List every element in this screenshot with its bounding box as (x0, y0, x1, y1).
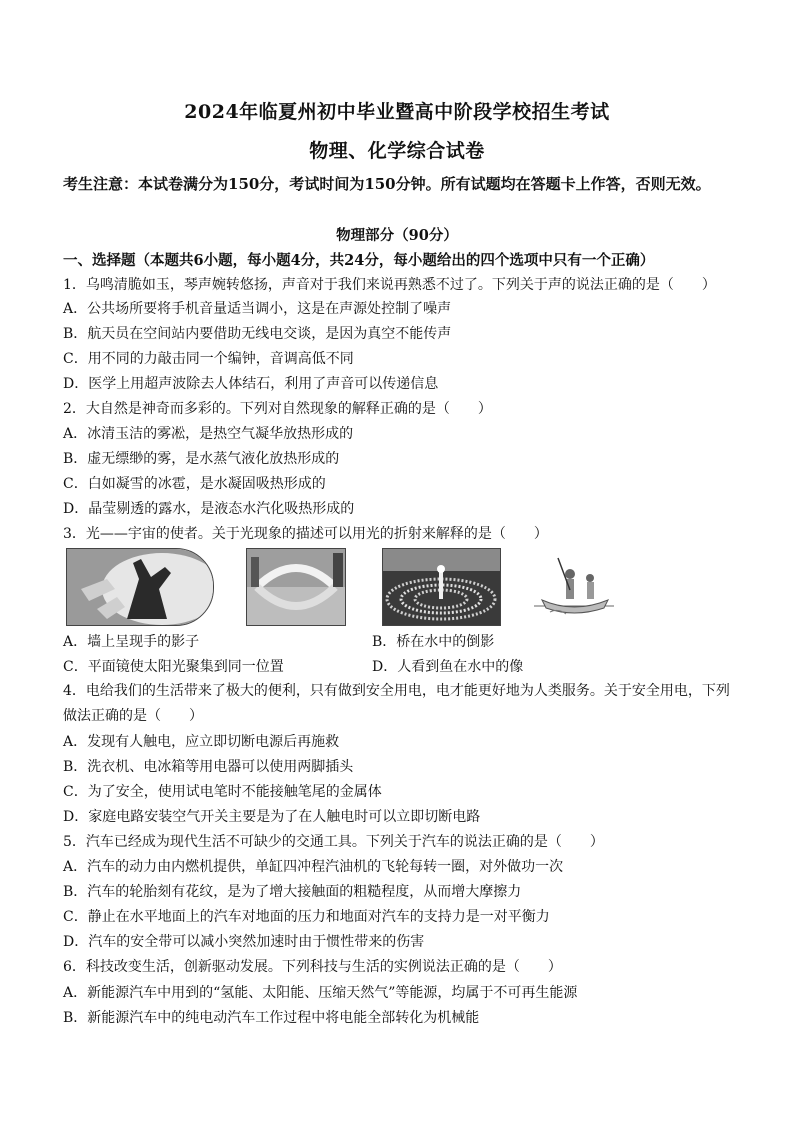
question-4-option-b: B．洗衣机、电冰箱等用电器可以使用两脚插头 (63, 759, 354, 775)
question-2-stem: 2．大自然是神奇而多彩的。下列对自然现象的解释正确的是（ ） (63, 401, 492, 417)
question-1-option-d: D．医学上用超声波除去人体结石，利用了声音可以传递信息 (63, 376, 439, 392)
question-4-stem: 4．电给我们的生活带来了极大的便利，只有做到安全用电，电才能更好地为人类服务。关于安全用电，下列做法正确的是（ ） (63, 683, 730, 724)
bridge-reflection-image (246, 548, 346, 626)
question-4-option-a: A．发现有人触电，应立即切断电源后再施救 (63, 734, 340, 750)
question-4-option-d: D．家庭电路安装空气开关主要是为了在人触电时可以立即切断电路 (63, 809, 481, 825)
question-1-option-a: A．公共场所要将手机音量适当调小，这是在声源处控制了噪声 (63, 301, 452, 317)
exam-title: 2024年临夏州初中毕业暨高中阶段学校招生考试 (184, 101, 610, 123)
question-1-option-b: B．航天员在空间站内要借助无线电交谈，是因为真空不能传声 (63, 326, 452, 342)
question-1-stem: 1．乌鸣清脆如玉，琴声婉转悠扬，声音对于我们来说再熟悉不过了。下列关于声的说法正确的是（ ） (63, 277, 716, 293)
question-2-option-b: B．虚无缥缈的雾，是水蒸气液化放热形成的 (63, 451, 340, 467)
question-2-option-a: A．冰清玉洁的雾凇，是热空气凝华放热形成的 (63, 426, 354, 442)
question-4-option-c: C．为了安全，使用试电笔时不能接触笔尾的金属体 (63, 784, 382, 800)
exam-subtitle: 物理、化学综合试卷 (309, 140, 485, 162)
part-title: 一、选择题（本题共6小题，每小题4分，共24分，每小题给出的四个选项中只有一个正确） (63, 252, 655, 269)
question-6-option-b: B．新能源汽车中的纯电动汽车工作过程中将电能全部转化为机械能 (63, 1010, 480, 1026)
question-2-option-d: D．晶莹剔透的露水，是液态水汽化吸热形成的 (63, 501, 355, 517)
question-3-option-d: D．人看到鱼在水中的像 (372, 659, 524, 675)
fisherman-boat-image (530, 548, 616, 624)
question-3-option-c: C．平面镜使太阳光聚集到同一位置 (63, 659, 284, 675)
question-5-stem: 5．汽车已经成为现代生活不可缺少的交通工具。下列关于汽车的说法正确的是（ ） (63, 834, 604, 850)
question-2-option-c: C．白如凝雪的冰雹，是水凝固吸热形成的 (63, 476, 326, 492)
question-6-stem: 6．科技改变生活，创新驱动发展。下列科技与生活的实例说法正确的是（ ） (63, 959, 562, 975)
candidate-notice: 考生注意：本试卷满分为150分，考试时间为150分钟。所有试题均在答题卡上作答，否则无效。 (63, 175, 711, 193)
question-5-option-b: B．汽车的轮胎刻有花纹，是为了增大接触面的粗糙程度，从而增大摩擦力 (63, 884, 522, 900)
question-1-option-c: C．用不同的力敲击同一个编钟，音调高低不同 (63, 351, 354, 367)
question-6-option-a: A．新能源汽车中用到的“氢能、太阳能、压缩天然气”等能源，均属于不可再生能源 (63, 985, 578, 1001)
section-heading: 物理部分（90分） (336, 227, 458, 244)
question-5-option-c: C．静止在水平地面上的汽车对地面的压力和地面对汽车的支持力是一对平衡力 (63, 909, 550, 925)
question-3-stem: 3．光——宇宙的使者。关于光现象的描述可以用光的折射来解释的是（ ） (63, 526, 548, 542)
hand-shadow-image (66, 548, 214, 626)
solar-mirrors-image (382, 548, 501, 626)
question-3-option-a: A．墙上呈现手的影子 (63, 634, 200, 650)
question-5-option-d: D．汽车的安全带可以减小突然加速时由于惯性带来的伤害 (63, 934, 425, 950)
question-3-option-b: B．桥在水中的倒影 (372, 634, 495, 650)
question-5-option-a: A．汽车的动力由内燃机提供，单缸四冲程汽油机的飞轮每转一圈，对外做功一次 (63, 859, 564, 875)
